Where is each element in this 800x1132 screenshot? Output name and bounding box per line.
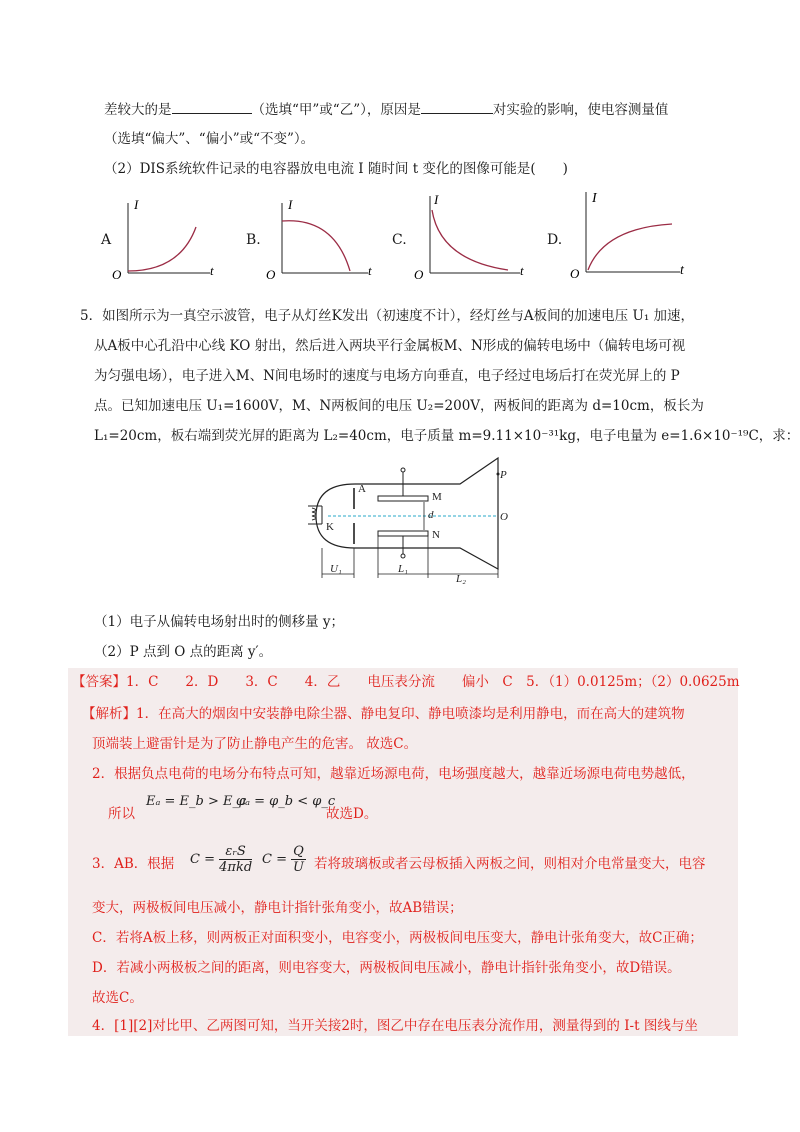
label-d: d bbox=[428, 509, 434, 521]
axis-y-label: I bbox=[592, 191, 597, 206]
q5-line-1: 5．如图所示为一真空示波管，电子从灯丝K发出（初速度不计），经灯丝与A板间的加速电压 U₁ 加速， bbox=[80, 308, 695, 324]
label-l1: L₁ bbox=[398, 563, 408, 575]
formula-numerator: εᵣS bbox=[219, 844, 252, 860]
label-n: N bbox=[432, 529, 440, 541]
answer-blank-1[interactable] bbox=[172, 99, 252, 114]
choose-d-text: 故选D。 bbox=[326, 806, 378, 822]
graph-option-d bbox=[568, 186, 693, 280]
analysis-rest-3: D．若减小两极板之间的距离，则电容变大，两极板间电压减小，静电计指针张角变小，故D错误。 bbox=[92, 960, 681, 976]
analysis-line-2: 顶端装上避雷针是为了防止静电产生的危害。 故选C。 bbox=[92, 736, 418, 752]
axis-x-label: t bbox=[520, 263, 524, 278]
analysis-line-1: 【解析】1．在高大的烟囱中安装静电除尘器、静电复印、静电喷漆均是利用静电，而在高大的建筑物 bbox=[82, 706, 685, 722]
label-k: K bbox=[326, 521, 334, 533]
q5-sub1: （1）电子从偏转电场射出时的侧移量 y； bbox=[94, 614, 345, 630]
q4-text-a: 差较大的是 bbox=[104, 102, 172, 118]
graph-option-b bbox=[264, 195, 379, 280]
graph-option-a bbox=[110, 195, 220, 280]
option-c-label: C. bbox=[392, 232, 407, 248]
answer-blank-2[interactable] bbox=[421, 99, 493, 114]
axis-y-label: I bbox=[434, 192, 439, 207]
q5-line-4: 点。已知加速电压 U₁=1600V，M、N两板间的电压 U₂=200V，两板间的距离为 d=10cm，板长为 bbox=[94, 398, 704, 414]
formula-denominator: U bbox=[292, 860, 304, 875]
analysis-rest-1: 变大，两极板间电压减小，静电计指针张角变小，故AB错误； bbox=[92, 900, 463, 916]
axis-x-label: t bbox=[210, 263, 214, 278]
q4-text-b: （选填“甲”或“乙”），原因是 bbox=[251, 102, 421, 118]
analysis-line-3: 2．根据负点电荷的电场分布特点可知，越靠近场源电荷，电场强度越大，越靠近场源电荷电势越低， bbox=[92, 766, 695, 782]
formula-denominator: 4πkd bbox=[219, 860, 253, 875]
answer-line: 【答案】1．C 2．D 3．C 4．乙 电压表分流 偏小 C 5．（1）0.0125m；（2）0.0625m bbox=[72, 674, 740, 690]
origin-label: O bbox=[266, 267, 276, 280]
q4-line1 bbox=[104, 99, 668, 120]
so-text: 所以 bbox=[108, 806, 135, 822]
axis-y-label: I bbox=[134, 197, 139, 212]
formula-lhs: C = bbox=[262, 852, 287, 867]
label-l2: L₂ bbox=[456, 573, 466, 585]
axis-x-label: t bbox=[368, 263, 372, 278]
origin-label: O bbox=[414, 267, 424, 280]
q4-line2: （选填“偏大”、“偏小”或“不变”）。 bbox=[104, 131, 315, 147]
formula-lhs: C = bbox=[190, 852, 215, 867]
q3-pre: 3．AB．根据 bbox=[92, 856, 175, 872]
analysis-rest-5: 4．[1][2]对比甲、乙两图可知，当开关接2时，图乙中存在电压表分流作用，测量得到的 I-t 图线与坐 bbox=[92, 1018, 698, 1034]
formula-capacitance-def bbox=[190, 844, 252, 875]
q5-line-3: 为匀强电场），电子进入M、N间电场时的速度与电场方向垂直，电子经过电场后打在荧光屏上的 P bbox=[94, 368, 680, 384]
analysis-rest-2: C．若将A板上移，则两板正对面积变小，电容变小，两极板间电压变大，静电计张角变大，故C正确； bbox=[92, 930, 703, 946]
option-a-label: A bbox=[101, 232, 112, 248]
q5-sub2: （2）P 点到 O 点的距离 y′。 bbox=[94, 644, 273, 660]
analysis-rest-4: 故选C。 bbox=[92, 990, 143, 1006]
formula-numerator: Q bbox=[293, 844, 304, 859]
oscilloscope-tube-diagram bbox=[300, 454, 530, 589]
label-p: P bbox=[500, 469, 507, 481]
q5-line-5: L₁=20cm，板右端到荧光屏的距离为 L₂=40cm，电子质量 m=9.11×10⁻³¹kg，电子电量为 e=1.6×10⁻¹⁹C，求： bbox=[94, 428, 800, 444]
q5-line-2: 从A板中心孔沿中心线 KO 射出，然后进入两块平行金属板M、N形成的偏转电场中（偏转电场可视 bbox=[94, 338, 686, 354]
q3-post: 若将玻璃板或者云母板插入两板之间，则相对介电常量变大，电容 bbox=[314, 856, 706, 872]
option-b-label: B. bbox=[246, 232, 261, 248]
graph-option-c bbox=[412, 190, 532, 280]
option-d-label: D. bbox=[547, 232, 563, 248]
label-o: O bbox=[500, 511, 508, 523]
axis-y-label: I bbox=[288, 197, 293, 212]
q4-text-c: 对实验的影响，使电容测量值 bbox=[492, 102, 669, 118]
formula-field-strength: Eₐ = E_b > E_c bbox=[146, 794, 247, 809]
label-a: A bbox=[358, 483, 366, 495]
formula-capacitance-qu bbox=[262, 844, 306, 875]
label-u1: U₁ bbox=[330, 563, 342, 575]
origin-label: O bbox=[570, 266, 580, 280]
axis-x-label: t bbox=[680, 263, 684, 278]
q4-part2: （2）DIS系统软件记录的电容器放电电流 I 随时间 t 变化的图像可能是( ) bbox=[104, 161, 568, 177]
formula-potential: φₐ = φ_b < φ_c bbox=[236, 794, 336, 809]
label-m: M bbox=[432, 491, 442, 503]
origin-label: O bbox=[112, 267, 122, 280]
